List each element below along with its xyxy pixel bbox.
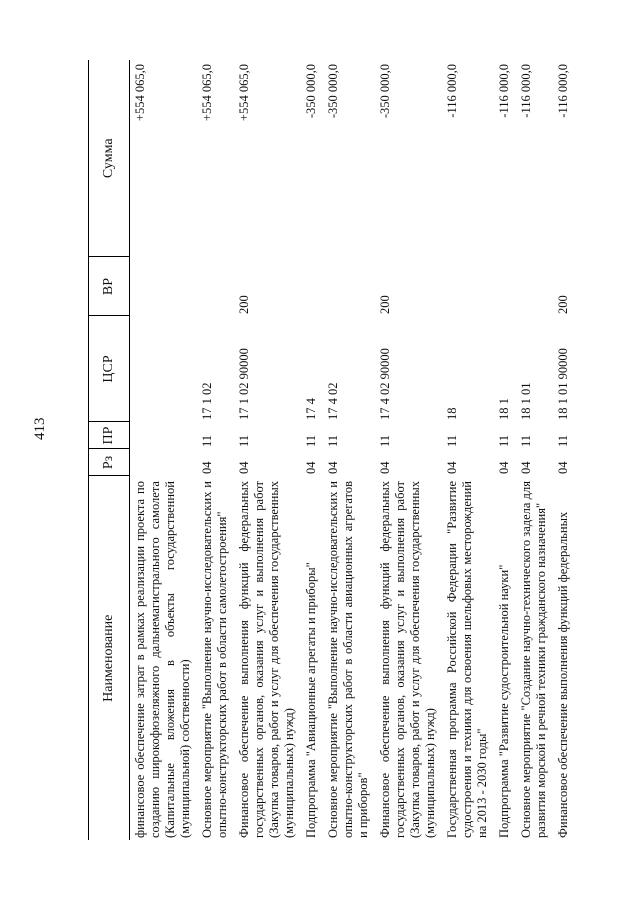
- table-header-row: [89, 60, 130, 840]
- cell-sum: -350 000,0: [326, 64, 340, 119]
- cell-csr: 18 1 01: [519, 382, 533, 420]
- cell-sum: -116 000,0: [497, 64, 511, 118]
- cell-sum: +554 065,0: [133, 64, 147, 122]
- cell-csr: 18 1: [497, 398, 511, 420]
- cell-pr: 11: [304, 434, 318, 447]
- cell-name: Финансовое обеспечение выполнения функций федеральных государственных органов, оказания услуг и выполнения работ (Закупка товаров, работ и услуг для обеспечения государственных (муниципальных) нужд): [378, 481, 437, 838]
- cell-pr: 11: [556, 434, 570, 447]
- cell-name: Государственная программа Российской Федерации "Развитие судостроения и техники для освоения шельфовых месторождений на 2013 - 2030 годы": [445, 481, 489, 838]
- cell-csr: 18 1 01 90000: [556, 348, 570, 420]
- column-header-sum: Сумма: [89, 60, 130, 257]
- cell-pr: 11: [326, 434, 340, 447]
- table-row: [301, 60, 323, 840]
- table-row: [375, 60, 442, 840]
- cell-pr: 11: [237, 434, 251, 447]
- cell-name: Основное мероприятие "Создание научно-технического задела для развития морской и речной техники гражданского назначения": [519, 481, 548, 838]
- cell-name: Основное мероприятие "Выполнение научно-исследовательских и опытно-конструкторских работ в области авиационных агрегатов и приборов": [326, 481, 370, 838]
- cell-name: Подпрограмма "Развитие судостроительной науки": [497, 564, 511, 838]
- cell-vr: [516, 257, 553, 316]
- cell-rz: 04: [519, 461, 533, 474]
- cell-name: Финансовое обеспечение выполнения функций федеральных государственных органов, оказания услуг и выполнения работ (Закупка товаров, работ и услуг для обеспечения государственных (муниципальных) нужд): [237, 481, 296, 838]
- cell-rz: 04: [326, 461, 340, 474]
- cell-sum: -116 000,0: [556, 64, 570, 118]
- column-header-rz: Рз: [89, 449, 130, 476]
- cell-name: финансовое обеспечение затрат в рамках реализации проекта по созданию широкофюзеляжного дальнемагистрального самолета (Капитальные вложения в объекты государственной (муниципальной) собственности): [133, 481, 192, 838]
- cell-vr: [301, 257, 323, 316]
- column-header-vr: ВР: [89, 257, 130, 316]
- cell-csr: 18: [445, 407, 459, 420]
- cell-csr: 17 4 02 90000: [378, 348, 392, 420]
- cell-sum: -116 000,0: [445, 64, 459, 118]
- table-row: [323, 60, 375, 840]
- budget-table: [88, 60, 575, 840]
- cell-rz: 04: [378, 461, 392, 474]
- cell-rz: 04: [304, 461, 318, 474]
- cell-vr: [197, 257, 234, 316]
- cell-sum: -350 000,0: [378, 64, 392, 119]
- cell-vr: 200: [556, 295, 570, 314]
- cell-name: Подпрограмма "Авиационные агрегаты и приборы": [304, 562, 318, 838]
- cell-pr: 11: [200, 434, 214, 447]
- cell-sum: +554 065,0: [237, 64, 251, 122]
- cell-sum: -116 000,0: [519, 64, 533, 118]
- cell-rz: [130, 449, 198, 476]
- cell-csr: 17 1 02: [200, 382, 214, 420]
- cell-vr: [494, 257, 516, 316]
- cell-vr: 200: [378, 295, 392, 314]
- cell-pr: [130, 422, 198, 449]
- cell-rz: 04: [445, 461, 459, 474]
- rotated-table-container: [88, 60, 588, 840]
- cell-sum: -350 000,0: [304, 64, 318, 119]
- table-row: [197, 60, 234, 840]
- cell-csr: 17 4 02: [326, 382, 340, 420]
- cell-sum: +554 065,0: [200, 64, 214, 122]
- cell-name: Основное мероприятие "Выполнение научно-исследовательских и опытно-конструкторских работ в области самолетостроения": [200, 481, 229, 838]
- table-row: [494, 60, 516, 840]
- cell-csr: 17 1 02 90000: [237, 348, 251, 420]
- cell-rz: 04: [237, 461, 251, 474]
- cell-pr: 11: [497, 434, 511, 447]
- cell-rz: 04: [497, 461, 511, 474]
- cell-vr: [130, 257, 198, 316]
- cell-vr: [323, 257, 375, 316]
- page-number: 413: [32, 417, 48, 440]
- cell-csr: [130, 316, 198, 422]
- table-row: [442, 60, 494, 840]
- column-header-pr: ПР: [89, 422, 130, 449]
- table-row: [516, 60, 553, 840]
- cell-name: Финансовое обеспечение выполнения функций федеральных: [556, 511, 570, 838]
- cell-rz: 04: [556, 461, 570, 474]
- table-row: [234, 60, 301, 840]
- cell-vr: 200: [237, 295, 251, 314]
- column-header-csr: ЦСР: [89, 316, 130, 422]
- cell-pr: 11: [519, 434, 533, 447]
- table-row: [130, 60, 198, 840]
- table-row: [553, 60, 575, 840]
- cell-csr: 17 4: [304, 398, 318, 420]
- cell-rz: 04: [200, 461, 214, 474]
- cell-vr: [442, 257, 494, 316]
- column-header-name: Наименование: [89, 476, 130, 840]
- cell-pr: 11: [445, 434, 459, 447]
- cell-pr: 11: [378, 434, 392, 447]
